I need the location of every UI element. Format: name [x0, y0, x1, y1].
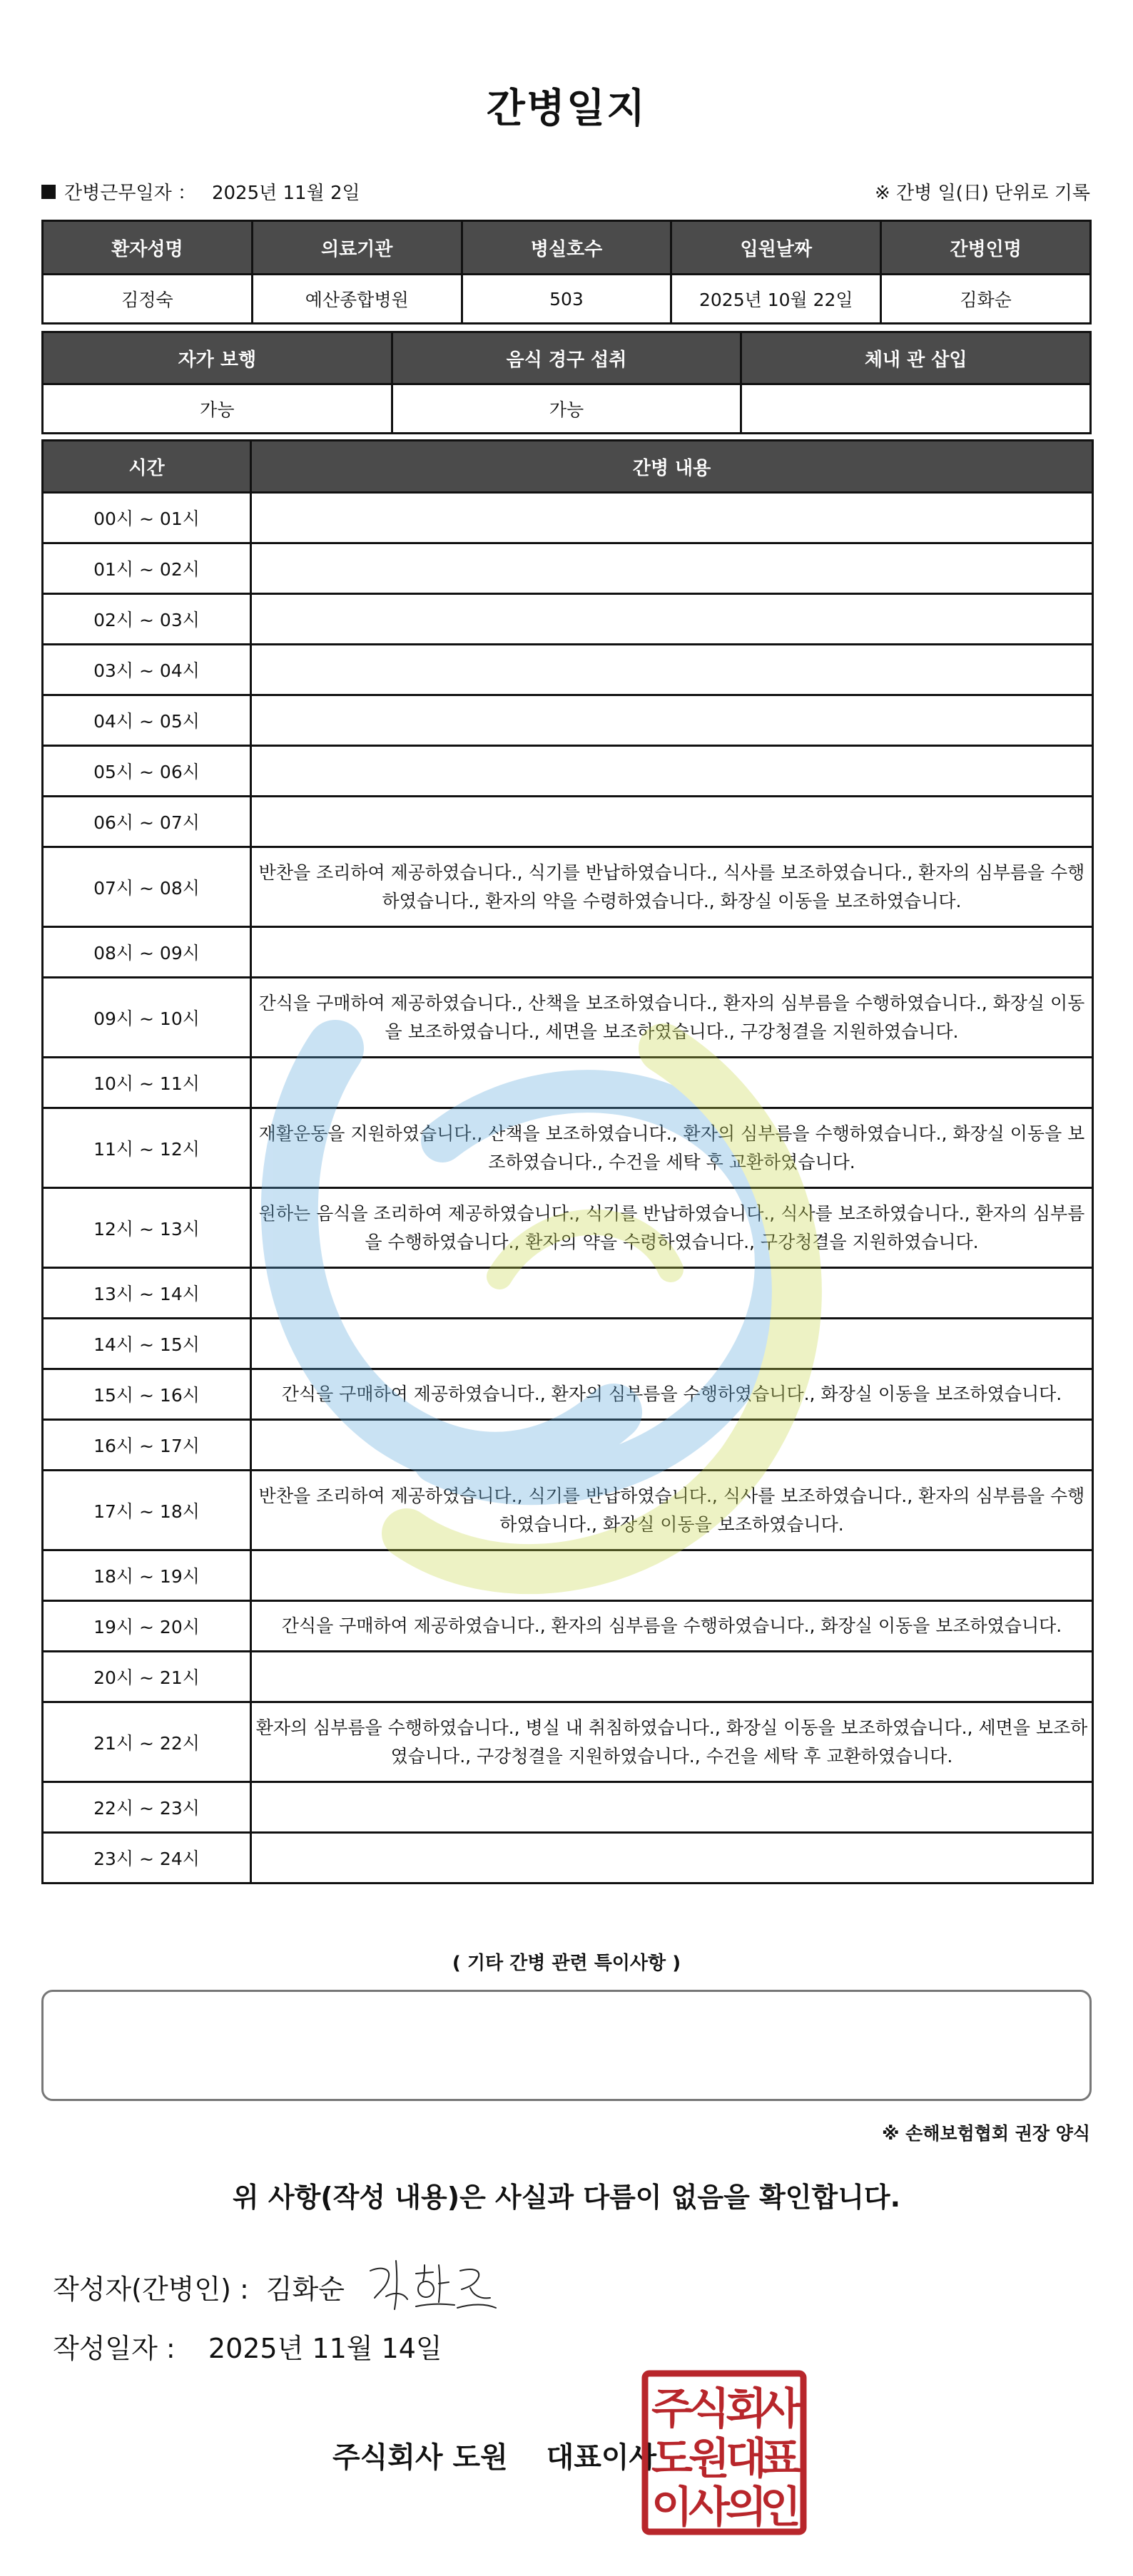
- log-header-content: 간병 내용: [251, 441, 1093, 493]
- time-cell: 21시 ~ 22시: [43, 1702, 251, 1782]
- time-cell: 08시 ~ 09시: [43, 927, 251, 978]
- content-cell: [251, 1268, 1093, 1319]
- work-date-label: 간병근무일자 ：: [64, 183, 196, 204]
- svg-text:사: 사: [760, 2384, 801, 2434]
- content-cell: 재활운동을 지원하였습니다., 산책을 보조하였습니다., 환자의 심부름을 수행하였습니다., 화장실 이동을 보조하였습니다., 수건을 세탁 후 교환하였습니다.: [251, 1108, 1093, 1188]
- unit-note: ※ 간병 일(日) 단위로 기록: [874, 183, 1090, 204]
- table-row: [43, 1319, 1093, 1369]
- time-cell: 20시 ~ 21시: [43, 1652, 251, 1702]
- remarks-box: [41, 1990, 1092, 2101]
- table-row: [43, 1188, 1093, 1268]
- written-date-value: 2025년 11월 14일: [208, 2333, 442, 2364]
- walking-value: 가능: [43, 384, 392, 434]
- svg-text:인: 인: [760, 2483, 801, 2532]
- confirmation-statement: 위 사항(작성 내용)은 사실과 다름이 없음을 확인합니다.: [232, 2182, 901, 2213]
- table-row: [43, 594, 1093, 645]
- content-cell: [251, 1782, 1093, 1833]
- log-header-time: 시간: [43, 441, 251, 493]
- content-cell: [251, 645, 1093, 695]
- time-cell: 11시 ~ 12시: [43, 1108, 251, 1188]
- form-note: ※ 손해보험협회 권장 양식: [882, 2123, 1090, 2144]
- time-cell: 09시 ~ 10시: [43, 978, 251, 1058]
- time-cell: 23시 ~ 24시: [43, 1833, 251, 1884]
- content-cell: [251, 1550, 1093, 1601]
- table-row: [43, 1108, 1093, 1188]
- time-cell: 03시 ~ 04시: [43, 645, 251, 695]
- table-row: [43, 1471, 1093, 1550]
- caregiver-name-value: 김화순: [881, 275, 1091, 324]
- content-cell: 간식을 구매하여 제공하였습니다., 환자의 심부름을 수행하였습니다., 화장실 이동을 보조하였습니다.: [251, 1369, 1093, 1420]
- room-number-value: 503: [462, 275, 671, 324]
- content-cell: 반찬을 조리하여 제공하였습니다., 식기를 반납하였습니다., 식사를 보조하였습니다., 환자의 심부름을 수행하였습니다., 환자의 약을 수령하였습니다., 화장실 이동을 보조하였습니다.: [251, 847, 1093, 927]
- time-cell: 22시 ~ 23시: [43, 1782, 251, 1833]
- table-row: [43, 1652, 1093, 1702]
- time-cell: 02시 ~ 03시: [43, 594, 251, 645]
- table-row: [43, 797, 1093, 847]
- svg-text:원: 원: [689, 2434, 730, 2484]
- content-cell: [251, 797, 1093, 847]
- time-cell: 10시 ~ 11시: [43, 1058, 251, 1108]
- svg-text:표: 표: [760, 2434, 801, 2484]
- svg-text:식: 식: [689, 2384, 730, 2434]
- company-seal-stamp: [641, 2369, 808, 2536]
- oral-intake-value: 가능: [392, 384, 741, 434]
- svg-text:대: 대: [726, 2434, 767, 2484]
- content-cell: [251, 746, 1093, 797]
- black-square-icon: [41, 185, 56, 199]
- content-cell: [251, 1058, 1093, 1108]
- content-cell: [251, 1420, 1093, 1471]
- content-cell: [251, 1319, 1093, 1369]
- table-row: [43, 1268, 1093, 1319]
- time-cell: 19시 ~ 20시: [43, 1601, 251, 1652]
- patient-name-value: 김정숙: [43, 275, 253, 324]
- tube-value: [741, 384, 1091, 434]
- time-cell: 14시 ~ 15시: [43, 1319, 251, 1369]
- written-date-label: 작성일자 :: [53, 2333, 176, 2364]
- info-header: 간병인명: [881, 221, 1091, 275]
- care-header: 음식 경구 섭취: [392, 332, 741, 384]
- svg-text:주: 주: [651, 2384, 693, 2434]
- content-cell: 간식을 구매하여 제공하였습니다., 산책을 보조하였습니다., 환자의 심부름을 수행하였습니다., 화장실 이동을 보조하였습니다., 세면을 보조하였습니다., 구강청결을 지원하였습니다.: [251, 978, 1093, 1058]
- table-row: [43, 493, 1093, 543]
- work-date: [41, 178, 360, 205]
- time-cell: 12시 ~ 13시: [43, 1188, 251, 1268]
- svg-text:회: 회: [726, 2384, 767, 2434]
- info-header: 병실호수: [462, 221, 671, 275]
- time-cell: 00시 ~ 01시: [43, 493, 251, 543]
- table-row: [43, 695, 1093, 746]
- work-date-value: 2025년 11월 2일: [211, 183, 360, 204]
- content-cell: 간식을 구매하여 제공하였습니다., 환자의 심부름을 수행하였습니다., 화장실 이동을 보조하였습니다.: [251, 1601, 1093, 1652]
- table-row: [43, 1833, 1093, 1884]
- table-row: [43, 1782, 1093, 1833]
- document-title: 간병일지: [486, 86, 647, 132]
- table-row: [43, 1420, 1093, 1471]
- care-header: 자가 보행: [43, 332, 392, 384]
- company-title: 대표이사: [546, 2441, 657, 2474]
- content-cell: [251, 927, 1093, 978]
- table-row: [43, 543, 1093, 594]
- content-cell: [251, 543, 1093, 594]
- meta-row: [41, 178, 1090, 210]
- care-status-table: [41, 331, 1092, 434]
- info-header: 환자성명: [43, 221, 253, 275]
- content-cell: [251, 594, 1093, 645]
- svg-text:이: 이: [651, 2483, 693, 2532]
- signer-name: 김화순: [265, 2273, 345, 2305]
- table-row: [43, 927, 1093, 978]
- table-row: [43, 1702, 1093, 1782]
- care-header: 체내 관 삽입: [741, 332, 1091, 384]
- content-cell: 환자의 심부름을 수행하였습니다., 병실 내 취침하였습니다., 화장실 이동을 보조하였습니다., 세면을 보조하였습니다., 구강청결을 지원하였습니다., 수건을 세탁 후 교환하였습니다.: [251, 1702, 1093, 1782]
- time-cell: 13시 ~ 14시: [43, 1268, 251, 1319]
- table-row: [43, 1601, 1093, 1652]
- content-cell: [251, 695, 1093, 746]
- signer-label: 작성자(간병인) :: [53, 2273, 249, 2305]
- info-header: 입원날짜: [671, 221, 881, 275]
- svg-text:도: 도: [651, 2434, 693, 2484]
- time-cell: 16시 ~ 17시: [43, 1420, 251, 1471]
- time-cell: 05시 ~ 06시: [43, 746, 251, 797]
- admission-date-value: 2025년 10월 22일: [671, 275, 881, 324]
- time-cell: 06시 ~ 07시: [43, 797, 251, 847]
- time-cell: 01시 ~ 02시: [43, 543, 251, 594]
- svg-text:사: 사: [689, 2483, 730, 2532]
- time-cell: 18시 ~ 19시: [43, 1550, 251, 1601]
- handwritten-signature: [365, 2255, 500, 2318]
- time-cell: 07시 ~ 08시: [43, 847, 251, 927]
- company-name: 주식회사 도원: [332, 2441, 508, 2474]
- table-row: [43, 847, 1093, 927]
- content-cell: 원하는 음식을 조리하여 제공하였습니다., 식기를 반납하였습니다., 식사를 보조하였습니다., 환자의 심부름을 수행하였습니다., 환자의 약을 수령하였습니다., 구강청결을 지원하였습니다.: [251, 1188, 1093, 1268]
- table-row: [43, 1058, 1093, 1108]
- hospital-value: 예산종합병원: [252, 275, 462, 324]
- time-cell: 04시 ~ 05시: [43, 695, 251, 746]
- content-cell: 반찬을 조리하여 제공하였습니다., 식기를 반납하였습니다., 식사를 보조하였습니다., 환자의 심부름을 수행하였습니다., 화장실 이동을 보조하였습니다.: [251, 1471, 1093, 1550]
- content-cell: [251, 493, 1093, 543]
- content-cell: [251, 1652, 1093, 1702]
- table-row: [43, 1550, 1093, 1601]
- table-row: [43, 645, 1093, 695]
- time-cell: 17시 ~ 18시: [43, 1471, 251, 1550]
- written-date-row: [53, 2326, 442, 2366]
- table-row: [43, 978, 1093, 1058]
- content-cell: [251, 1833, 1093, 1884]
- info-header: 의료기관: [252, 221, 462, 275]
- table-row: [43, 746, 1093, 797]
- remarks-label: ( 기타 간병 관련 특이사항 ): [452, 1953, 681, 1974]
- company-row: [332, 2435, 656, 2475]
- care-log-table: [41, 439, 1094, 1884]
- svg-text:의: 의: [726, 2483, 767, 2532]
- patient-info-table: [41, 220, 1092, 324]
- signer-row: [53, 2255, 500, 2318]
- table-row: [43, 1369, 1093, 1420]
- time-cell: 15시 ~ 16시: [43, 1369, 251, 1420]
